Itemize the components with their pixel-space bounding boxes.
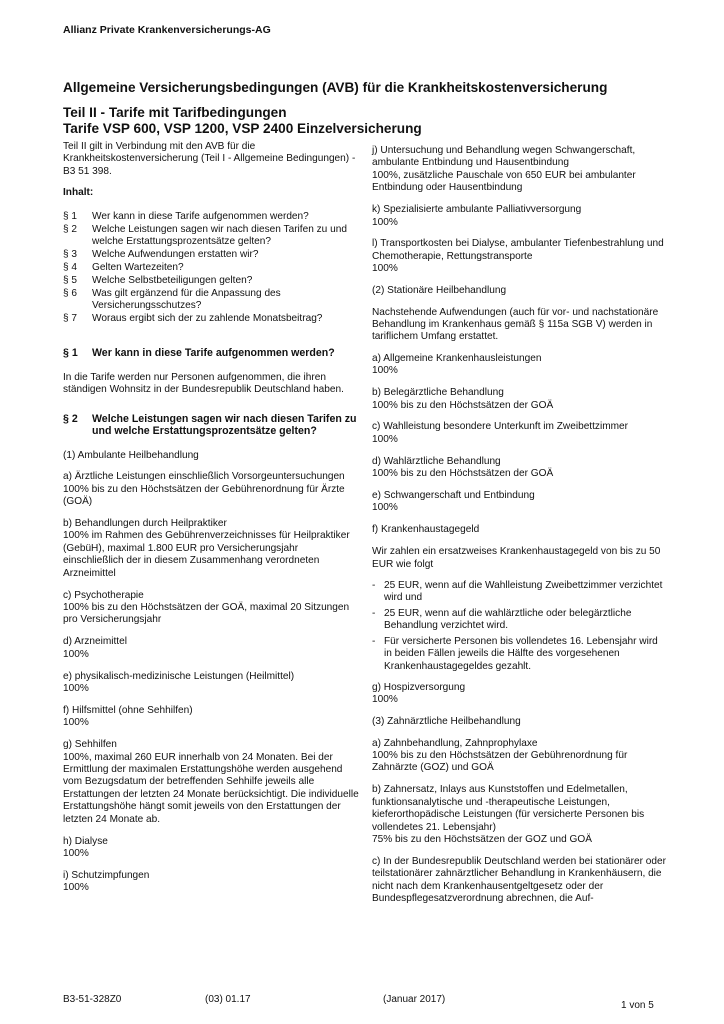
benefit-item: b) Behandlungen durch Heilpraktiker 100% im Rahmen des Gebührenverzeichnisses für Heilpraktiker (GebüH), maximal 1.800 EUR pro Versicherungsjahr einschließlich der in diesem Zusammenhang verordneten Arzneimittel xyxy=(63,518,350,579)
benefit-item: c) Psychotherapie 100% bis zu den Höchstsätzen der GOÄ, maximal 20 Sitzungen pro Versicherungsjahr xyxy=(63,589,350,626)
footer-form-code: B3-51-328Z0 xyxy=(63,994,122,1005)
section-1-text: In die Tarife werden nur Personen aufgenommen, die ihren ständigen Wohnsitz in der Bundesrepublik Deutschland haben. xyxy=(63,371,344,396)
list-item: - 25 EUR, wenn auf die wahlärztliche oder belegärztliche Behandlung verzichtet wird. xyxy=(372,607,632,632)
benefit-item: e) physikalisch-medizinische Leistungen (Heilmittel) 100% xyxy=(63,670,295,694)
benefit-item: l) Transportkosten bei Dialyse, ambulanter Tiefenbestrahlung und Chemotherapie, Rettungstransporte 100% xyxy=(372,238,664,275)
benefit-item: f) Hilfsmittel (ohne Sehhilfen) 100% xyxy=(63,704,193,729)
benefit-item: g) Sehhilfen 100%, maximal 260 EUR innerhalb von 24 Monaten. Bei der Ermittlung der maximalen Erstattungshöhe werden ausgehend vom Bezugsdatum der betreffenden Sehhilfe jeweils alle Erstattungen der letzten 24 Monate berücksichtigt. Die individuelle Erstattungshöhe hängt somit jeweils von den Erstattungen der letzten 24 Monate ab. xyxy=(63,739,359,825)
list-item: - 25 EUR, wenn auf die Wahlleistung Zweibettzimmer verzichtet wird und xyxy=(372,580,663,604)
toc-item: § 5 Welche Selbstbeteiligungen gelten? xyxy=(63,274,253,286)
stationary-heading: (2) Stationäre Heilbehandlung xyxy=(372,285,507,297)
benefit-item: b) Belegärztliche Behandlung 100% bis zu den Höchstsätzen der GOÄ xyxy=(372,387,554,411)
benefit-item: k) Spezialisierte ambulante Palliativversorgung 100% xyxy=(372,204,582,228)
benefit-item: g) Hospizversorgung 100% xyxy=(372,681,466,706)
benefit-item: e) Schwangerschaft und Entbindung 100% xyxy=(372,490,535,514)
right-column xyxy=(372,145,668,915)
benefit-item: i) Schutzimpfungen 100% xyxy=(63,869,150,894)
benefit-item: d) Arzneimittel 100% xyxy=(63,636,127,660)
intro-paragraph: Teil II gilt in Verbindung mit den AVB für die Krankheitskostenversicherung (Teil I - Allgemeine Bedingungen) - B3 51 398. xyxy=(63,141,356,177)
benefit-item: h) Dialyse 100% xyxy=(63,835,108,859)
footer-date: (Januar 2017) xyxy=(383,994,446,1005)
benefit-item: a) Ärztliche Leistungen einschließlich Vorsorgeuntersuchungen 100% bis zu den Höchstsätzen der Gebührenordnung für Ärzte (GOÄ) xyxy=(63,471,345,508)
benefit-item: j) Untersuchung und Behandlung wegen Schwangerschaft, ambulante Entbindung und Hausentbindung 100%, zusätzliche Pauschale von 650 EUR bei ambulanter Entbindung oder Hausentbindung xyxy=(372,145,636,194)
benefit-item: a) Allgemeine Krankenhausleistungen 100% xyxy=(372,352,542,377)
toc-item: § 6 Was gilt ergänzend für die Anpassung des Versicherungsschutzes? xyxy=(63,287,281,311)
page-number: 1 von 5 xyxy=(621,1000,654,1011)
dental-c-text: c) In der Bundesrepublik Deutschland werden bei stationärer oder teilstationärer zahnärztlicher Behandlung in Krankenhäusern, die nicht nach dem Krankenhausentgeltgesetz oder der Bundespflegesatzverordnung abrechnen, die Auf- xyxy=(372,855,667,905)
benefit-item: a) Zahnbehandlung, Zahnprophylaxe 100% bis zu den Höchstsätzen der Gebührenordnung für Zahnärzte (GOZ) und GOÄ xyxy=(372,737,628,774)
list-item: - Für versicherte Personen bis vollendetes 16. Lebensjahr wird in beiden Fällen jeweils die Hälfte des vorgesehenen Krankenhaustagegeldes gezahlt. xyxy=(372,635,658,672)
dental-heading: (3) Zahnärztliche Heilbehandlung xyxy=(372,716,521,728)
document-subtitle-part: Teil II - Tarife mit Tarifbedingungen xyxy=(63,105,287,120)
section-1-heading: § 1 Wer kann in diese Tarife aufgenommen werden? xyxy=(63,347,335,360)
company-header: Allianz Private Krankenversicherungs-AG xyxy=(63,24,271,36)
benefit-item: f) Krankenhaustagegeld xyxy=(372,524,480,536)
toc-item: § 4 Gelten Wartezeiten? xyxy=(63,261,184,273)
toc-item: § 7 Woraus ergibt sich der zu zahlende Monatsbeitrag? xyxy=(63,312,323,324)
section-2-heading: § 2 Welche Leistungen sagen wir nach diesen Tarifen zu und welche Erstattungsprozentsätze gelten? xyxy=(63,412,357,438)
left-column xyxy=(63,141,359,904)
toc-title: Inhalt: xyxy=(63,187,94,199)
benefit-item: d) Wahlärztliche Behandlung 100% bis zu den Höchstsätzen der GOÄ xyxy=(372,455,554,480)
ambulant-heading: (1) Ambulante Heilbehandlung xyxy=(63,449,199,461)
footer-version: (03) 01.17 xyxy=(205,994,251,1005)
benefit-item: c) Wahlleistung besondere Unterkunft im Zweibettzimmer 100% xyxy=(372,421,628,445)
benefit-item: b) Zahnersatz, Inlays aus Kunststoffen und Edelmetallen, funktionsanalytische und -therapeutische Leistungen, kieferorthopädische Leistungen (für versicherte Personen bis vollendetes 21. Lebensjahr) 75% bis zu den Höchstsätzen der GOZ und GOÄ xyxy=(372,784,645,845)
toc-item: § 1 Wer kann in diese Tarife aufgenommen werden? xyxy=(63,210,309,222)
toc-item: § 3 Welche Aufwendungen erstatten wir? xyxy=(63,248,259,260)
document-subtitle-tariffs: Tarife VSP 600, VSP 1200, VSP 2400 Einzelversicherung xyxy=(63,121,422,136)
table-of-contents xyxy=(63,211,359,326)
stationary-intro: Nachstehende Aufwendungen (auch für vor- und nachstationäre Behandlung im Krankenhaus gemäß § 115a SGB V) werden in tariflichem Umfang erstattet. xyxy=(372,306,659,343)
toc-item: § 2 Welche Leistungen sagen wir nach diesen Tarifen zu und welche Erstattungsprozentsätze gelten? xyxy=(63,223,347,247)
document-title: Allgemeine Versicherungsbedingungen (AVB) für die Krankheitskostenversicherung xyxy=(63,80,608,95)
hospital-allowance-list xyxy=(372,580,668,673)
hospital-allowance-intro: Wir zahlen ein ersatzweises Krankenhaustagegeld von bis zu 50 EUR wie folgt xyxy=(372,546,661,570)
